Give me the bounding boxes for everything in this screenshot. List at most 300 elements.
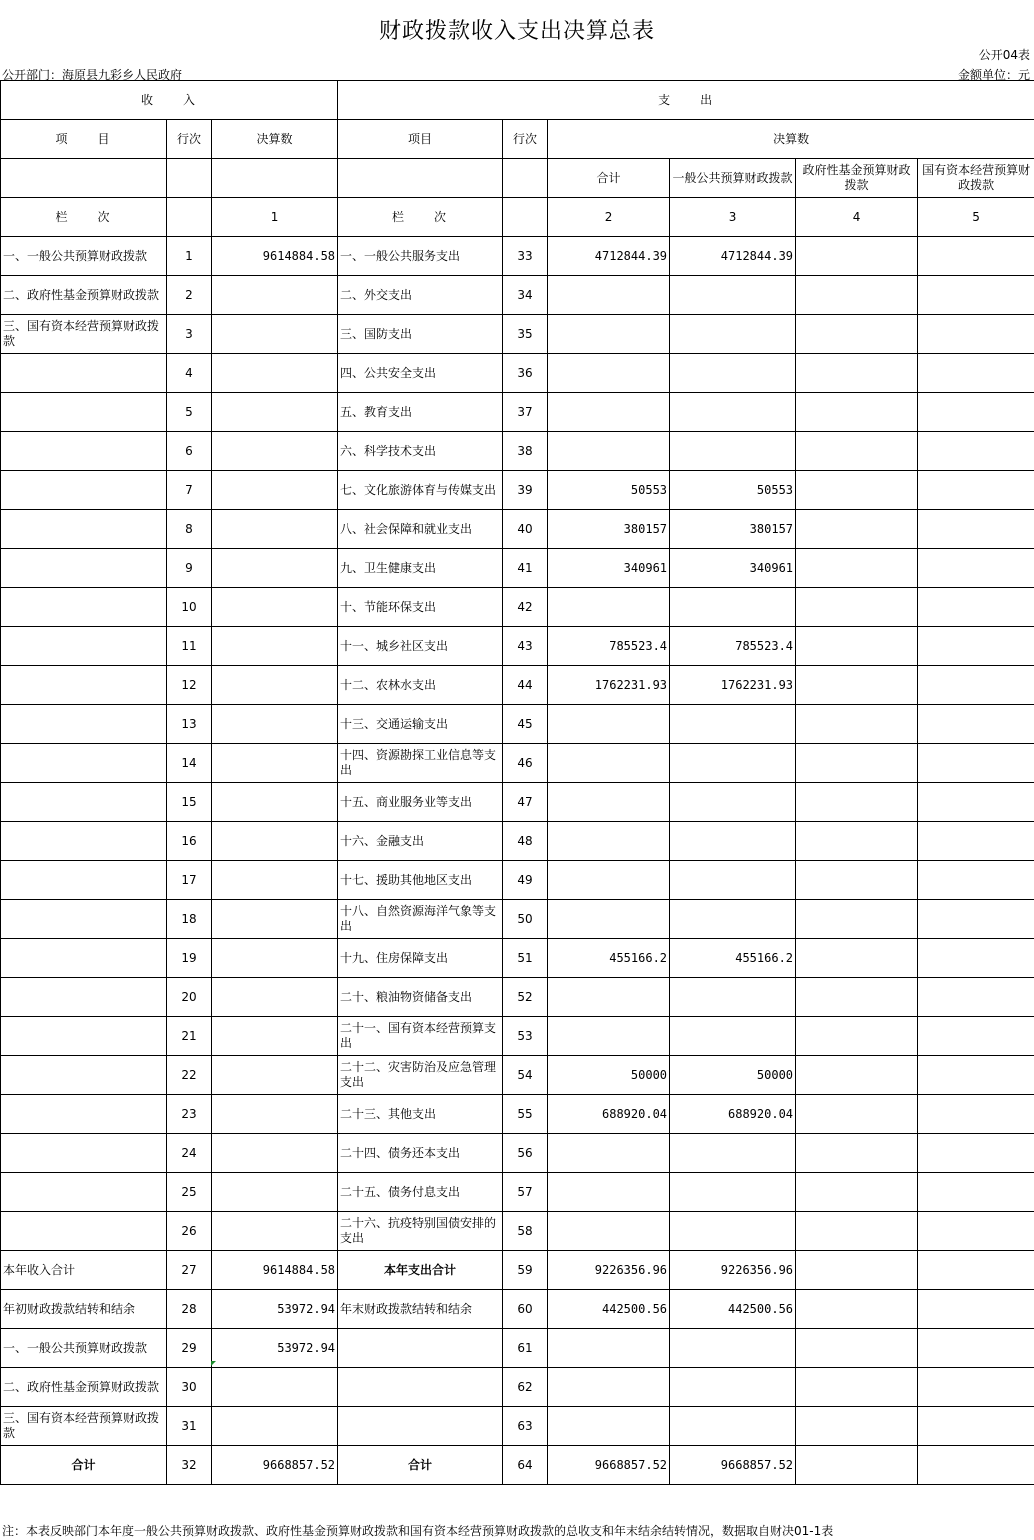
- income-item: [1, 354, 167, 393]
- header-row-3: [1, 159, 1034, 198]
- table-row: [1, 588, 1034, 627]
- table-row: [1, 783, 1034, 822]
- income-row-number: 5: [167, 393, 212, 432]
- expense-state-capital: [918, 978, 1034, 1017]
- expense-gov-fund: [796, 939, 918, 978]
- expense-item: 十五、商业服务业等支出: [338, 783, 503, 822]
- expense-general-budget: [670, 315, 796, 354]
- expense-row-number: 55: [503, 1095, 548, 1134]
- expense-state-capital: [918, 1212, 1034, 1251]
- expense-amount-header: 决算数: [548, 120, 1034, 159]
- expense-row-number: 59: [503, 1251, 548, 1290]
- table-row: [1, 744, 1034, 783]
- income-item: [1, 744, 167, 783]
- expense-state-capital: [918, 1446, 1034, 1485]
- expense-col-label: 栏 次: [338, 198, 503, 237]
- table-row: [1, 1056, 1034, 1095]
- income-amount: [212, 900, 338, 939]
- income-amount: [212, 1134, 338, 1173]
- expense-general-budget: 442500.56: [670, 1290, 796, 1329]
- expense-row-number: 40: [503, 510, 548, 549]
- income-amount: 53972.94: [212, 1329, 338, 1368]
- income-item: 三、国有资本经营预算财政拨款: [1, 1407, 167, 1446]
- expense-total: [548, 1134, 670, 1173]
- expense-total: 340961: [548, 549, 670, 588]
- expense-gov-fund: [796, 627, 918, 666]
- income-item: [1, 783, 167, 822]
- expense-gov-fund: [796, 549, 918, 588]
- expense-row-number: 34: [503, 276, 548, 315]
- table-row: [1, 393, 1034, 432]
- expense-item: 二十、粮油物资储备支出: [338, 978, 503, 1017]
- income-row-number: 29: [167, 1329, 212, 1368]
- expense-gov-fund: [796, 588, 918, 627]
- expense-state-capital: [918, 1290, 1034, 1329]
- expense-item: [338, 1407, 503, 1446]
- expense-gov-fund: [796, 471, 918, 510]
- expense-item: 合计: [338, 1446, 503, 1485]
- expense-state-capital: [918, 1134, 1034, 1173]
- expense-gov-fund: [796, 510, 918, 549]
- table-row: [1, 237, 1034, 276]
- expense-total: [548, 432, 670, 471]
- expense-total: [548, 276, 670, 315]
- expense-general-budget: [670, 276, 796, 315]
- income-row-number: 27: [167, 1251, 212, 1290]
- expense-row-number: 46: [503, 744, 548, 783]
- income-row-number: 1: [167, 237, 212, 276]
- expense-general-budget: [670, 588, 796, 627]
- expense-total: [548, 744, 670, 783]
- income-amount: [212, 393, 338, 432]
- expense-gov-fund: [796, 1446, 918, 1485]
- income-amount: [212, 978, 338, 1017]
- expense-row-number: 47: [503, 783, 548, 822]
- expense-total: [548, 315, 670, 354]
- table-row: [1, 432, 1034, 471]
- expense-row-number: 48: [503, 822, 548, 861]
- expense-gov-fund: [796, 237, 918, 276]
- expense-item: 十、节能环保支出: [338, 588, 503, 627]
- income-item: 一、一般公共预算财政拨款: [1, 237, 167, 276]
- income-row-number: 21: [167, 1017, 212, 1056]
- table-row: [1, 315, 1034, 354]
- expense-row-number: 60: [503, 1290, 548, 1329]
- expense-state-capital: [918, 705, 1034, 744]
- expense-gov-fund: [796, 276, 918, 315]
- expense-row-number: 35: [503, 315, 548, 354]
- table-row: [1, 276, 1034, 315]
- expense-general-budget: 688920.04: [670, 1095, 796, 1134]
- expense-row-number: 54: [503, 1056, 548, 1095]
- expense-gov-fund: [796, 900, 918, 939]
- income-row-number: 15: [167, 783, 212, 822]
- expense-state-capital: [918, 354, 1034, 393]
- income-amount: [212, 1095, 338, 1134]
- income-item: [1, 627, 167, 666]
- table-row: [1, 627, 1034, 666]
- expense-general-budget: [670, 1017, 796, 1056]
- expense-general-budget: [670, 861, 796, 900]
- expense-gov-fund: [796, 822, 918, 861]
- income-item: [1, 705, 167, 744]
- table-row: [1, 1368, 1034, 1407]
- expense-state-capital: [918, 822, 1034, 861]
- expense-item: 二十二、灾害防治及应急管理支出: [338, 1056, 503, 1095]
- expense-item: [338, 1329, 503, 1368]
- expense-general-budget: 785523.4: [670, 627, 796, 666]
- expense-total: 9668857.52: [548, 1446, 670, 1485]
- income-row-number: 8: [167, 510, 212, 549]
- expense-total: 380157: [548, 510, 670, 549]
- income-item: [1, 1056, 167, 1095]
- expense-item: 二十三、其他支出: [338, 1095, 503, 1134]
- expense-general-budget: [670, 1134, 796, 1173]
- expense-item: 九、卫生健康支出: [338, 549, 503, 588]
- expense-item: 三、国防支出: [338, 315, 503, 354]
- expense-total: [548, 822, 670, 861]
- expense-gov-fund: [796, 861, 918, 900]
- table-row: [1, 471, 1034, 510]
- income-amount: 9614884.58: [212, 237, 338, 276]
- expense-row-number: 38: [503, 432, 548, 471]
- income-row-number: 23: [167, 1095, 212, 1134]
- income-row-number: 4: [167, 354, 212, 393]
- expense-item: 四、公共安全支出: [338, 354, 503, 393]
- income-amount: 9668857.52: [212, 1446, 338, 1485]
- income-row-number: 9: [167, 549, 212, 588]
- expense-state-capital: [918, 276, 1034, 315]
- income-row-number: 17: [167, 861, 212, 900]
- income-amount-header: 决算数: [212, 120, 338, 159]
- table-row: [1, 510, 1034, 549]
- expense-total: [548, 1017, 670, 1056]
- expense-state-capital: [918, 666, 1034, 705]
- expense-item-header: 项目: [338, 120, 503, 159]
- expense-total: [548, 978, 670, 1017]
- income-item-header: 项 目: [1, 120, 167, 159]
- expense-row-number: 51: [503, 939, 548, 978]
- table-row: [1, 978, 1034, 1017]
- expense-item: 二十五、债务付息支出: [338, 1173, 503, 1212]
- income-amount: [212, 1407, 338, 1446]
- expense-item: 十六、金融支出: [338, 822, 503, 861]
- expense-general-budget: [670, 1407, 796, 1446]
- expense-state-capital: [918, 783, 1034, 822]
- expense-row-number: 50: [503, 900, 548, 939]
- general-col-header: 一般公共预算财政拨款: [670, 159, 796, 198]
- expense-row-number: 58: [503, 1212, 548, 1251]
- income-amount: [212, 666, 338, 705]
- income-row-number: 24: [167, 1134, 212, 1173]
- col-1: 1: [212, 198, 338, 237]
- income-col-label: 栏 次: [1, 198, 167, 237]
- income-amount: [212, 627, 338, 666]
- table-row: [1, 666, 1034, 705]
- expense-total: 1762231.93: [548, 666, 670, 705]
- expense-gov-fund: [796, 393, 918, 432]
- income-row-number: 22: [167, 1056, 212, 1095]
- income-header: 收 入: [1, 81, 338, 120]
- expense-item: 二十六、抗疫特别国债安排的支出: [338, 1212, 503, 1251]
- income-item: [1, 1212, 167, 1251]
- income-row-number: 28: [167, 1290, 212, 1329]
- income-amount: [212, 276, 338, 315]
- expense-item: 七、文化旅游体育与传媒支出: [338, 471, 503, 510]
- income-amount: [212, 549, 338, 588]
- expense-gov-fund: [796, 1134, 918, 1173]
- expense-gov-fund: [796, 1407, 918, 1446]
- income-item: [1, 471, 167, 510]
- income-item: 合计: [1, 1446, 167, 1485]
- expense-row-number: 33: [503, 237, 548, 276]
- expense-state-capital: [918, 1095, 1034, 1134]
- income-amount: [212, 354, 338, 393]
- expense-general-budget: [670, 354, 796, 393]
- expense-row-number: 43: [503, 627, 548, 666]
- expense-state-capital: [918, 1173, 1034, 1212]
- expense-state-capital: [918, 1251, 1034, 1290]
- expense-total: 9226356.96: [548, 1251, 670, 1290]
- page-title: 财政拨款收入支出决算总表: [378, 19, 655, 44]
- income-item: [1, 549, 167, 588]
- expense-item: 六、科学技术支出: [338, 432, 503, 471]
- income-amount: [212, 471, 338, 510]
- income-amount: [212, 1173, 338, 1212]
- expense-gov-fund: [796, 1212, 918, 1251]
- income-item: 年初财政拨款结转和结余: [1, 1290, 167, 1329]
- expense-total: [548, 1212, 670, 1251]
- expense-state-capital: [918, 627, 1034, 666]
- expense-item: 一、一般公共服务支出: [338, 237, 503, 276]
- table-row: [1, 939, 1034, 978]
- table-row: [1, 1095, 1034, 1134]
- income-row-number: 26: [167, 1212, 212, 1251]
- expense-total: 4712844.39: [548, 237, 670, 276]
- expense-item: 本年支出合计: [338, 1251, 503, 1290]
- expense-general-budget: [670, 705, 796, 744]
- expense-row-number: 62: [503, 1368, 548, 1407]
- expense-total: [548, 783, 670, 822]
- expense-state-capital: [918, 510, 1034, 549]
- cell-comment-marker: [211, 1361, 216, 1366]
- expense-state-capital: [918, 471, 1034, 510]
- table-row: [1, 1134, 1034, 1173]
- income-item: 本年收入合计: [1, 1251, 167, 1290]
- expense-item: 二、外交支出: [338, 276, 503, 315]
- expense-item: 十九、住房保障支出: [338, 939, 503, 978]
- table-row: [1, 1212, 1034, 1251]
- expense-item: 十七、援助其他地区支出: [338, 861, 503, 900]
- expense-total: 688920.04: [548, 1095, 670, 1134]
- expense-state-capital: [918, 1407, 1034, 1446]
- income-amount: [212, 939, 338, 978]
- table-row: [1, 1017, 1034, 1056]
- expense-item: 二十一、国有资本经营预算支出: [338, 1017, 503, 1056]
- income-item: [1, 510, 167, 549]
- income-row-number: 18: [167, 900, 212, 939]
- expense-general-budget: [670, 432, 796, 471]
- expense-general-budget: [670, 1212, 796, 1251]
- expense-state-capital: [918, 432, 1034, 471]
- expense-gov-fund: [796, 1017, 918, 1056]
- income-row-number: 31: [167, 1407, 212, 1446]
- expense-state-capital: [918, 861, 1034, 900]
- expense-general-budget: 340961: [670, 549, 796, 588]
- expense-state-capital: [918, 1329, 1034, 1368]
- table-row: [1, 354, 1034, 393]
- expense-gov-fund: [796, 1290, 918, 1329]
- department-label: 公开部门：海原县九彩乡人民政府: [2, 68, 183, 82]
- income-row-number: 25: [167, 1173, 212, 1212]
- income-amount: 53972.94: [212, 1290, 338, 1329]
- income-row-number: 13: [167, 705, 212, 744]
- expense-state-capital: [918, 393, 1034, 432]
- expense-total: [548, 1173, 670, 1212]
- expense-gov-fund: [796, 1173, 918, 1212]
- expense-general-budget: [670, 1329, 796, 1368]
- income-amount: [212, 1368, 338, 1407]
- expense-item: 年末财政拨款结转和结余: [338, 1290, 503, 1329]
- income-row-number: 14: [167, 744, 212, 783]
- expense-general-budget: [670, 1368, 796, 1407]
- expense-general-budget: 455166.2: [670, 939, 796, 978]
- expense-state-capital: [918, 237, 1034, 276]
- expense-gov-fund: [796, 978, 918, 1017]
- income-item: [1, 588, 167, 627]
- expense-total: 50553: [548, 471, 670, 510]
- expense-row-number: 37: [503, 393, 548, 432]
- expense-gov-fund: [796, 666, 918, 705]
- expense-total: 442500.56: [548, 1290, 670, 1329]
- table-row: [1, 1251, 1034, 1290]
- expense-total: 785523.4: [548, 627, 670, 666]
- expense-general-budget: [670, 744, 796, 783]
- expense-total: 455166.2: [548, 939, 670, 978]
- income-item: [1, 861, 167, 900]
- income-row-number: 10: [167, 588, 212, 627]
- expense-item: 五、教育支出: [338, 393, 503, 432]
- income-item: [1, 432, 167, 471]
- expense-general-budget: [670, 978, 796, 1017]
- expense-total: [548, 588, 670, 627]
- expense-total: [548, 393, 670, 432]
- income-item: 二、政府性基金预算财政拨款: [1, 276, 167, 315]
- expense-rowno-header: 行次: [503, 120, 548, 159]
- expense-general-budget: 1762231.93: [670, 666, 796, 705]
- expense-row-number: 45: [503, 705, 548, 744]
- income-amount: [212, 510, 338, 549]
- expense-item: 十八、自然资源海洋气象等支出: [338, 900, 503, 939]
- expense-item: 二十四、债务还本支出: [338, 1134, 503, 1173]
- table-row: [1, 549, 1034, 588]
- unit-label: 金额单位：元: [957, 68, 1030, 82]
- table-row: [1, 1329, 1034, 1368]
- expense-item: 十二、农林水支出: [338, 666, 503, 705]
- income-row-number: 7: [167, 471, 212, 510]
- expense-state-capital: [918, 900, 1034, 939]
- expense-general-budget: 9226356.96: [670, 1251, 796, 1290]
- expense-general-budget: 4712844.39: [670, 237, 796, 276]
- expense-row-number: 63: [503, 1407, 548, 1446]
- form-number: 公开04表: [978, 48, 1030, 62]
- expense-state-capital: [918, 1017, 1034, 1056]
- income-amount: [212, 432, 338, 471]
- col-2: 2: [548, 198, 670, 237]
- expense-state-capital: [918, 549, 1034, 588]
- expense-gov-fund: [796, 1251, 918, 1290]
- expense-gov-fund: [796, 744, 918, 783]
- table-row: [1, 822, 1034, 861]
- header-row-2: [1, 120, 1034, 159]
- income-item: [1, 1134, 167, 1173]
- expense-row-number: 44: [503, 666, 548, 705]
- expense-row-number: 41: [503, 549, 548, 588]
- total-col-header: 合计: [548, 159, 670, 198]
- expense-row-number: 56: [503, 1134, 548, 1173]
- header-row-1: [1, 81, 1034, 120]
- expense-item: [338, 1368, 503, 1407]
- expense-row-number: 64: [503, 1446, 548, 1485]
- income-row-number: 20: [167, 978, 212, 1017]
- expense-item: 八、社会保障和就业支出: [338, 510, 503, 549]
- expense-row-number: 52: [503, 978, 548, 1017]
- expense-item: 十四、资源勘探工业信息等支出: [338, 744, 503, 783]
- income-row-number: 11: [167, 627, 212, 666]
- expense-general-budget: [670, 1173, 796, 1212]
- income-amount: [212, 744, 338, 783]
- income-item: [1, 1173, 167, 1212]
- income-item: [1, 939, 167, 978]
- expense-header: 支 出: [338, 81, 1034, 120]
- income-row-number: 3: [167, 315, 212, 354]
- income-row-number: 19: [167, 939, 212, 978]
- expense-item: 十一、城乡社区支出: [338, 627, 503, 666]
- expense-general-budget: 50553: [670, 471, 796, 510]
- expense-gov-fund: [796, 1329, 918, 1368]
- expense-state-capital: [918, 939, 1034, 978]
- expense-general-budget: [670, 393, 796, 432]
- expense-general-budget: [670, 822, 796, 861]
- expense-gov-fund: [796, 315, 918, 354]
- income-item: [1, 822, 167, 861]
- expense-state-capital: [918, 315, 1034, 354]
- income-row-number: 2: [167, 276, 212, 315]
- expense-total: [548, 900, 670, 939]
- expense-row-number: 36: [503, 354, 548, 393]
- expense-general-budget: 380157: [670, 510, 796, 549]
- income-amount: [212, 861, 338, 900]
- income-item: 二、政府性基金预算财政拨款: [1, 1368, 167, 1407]
- expense-gov-fund: [796, 432, 918, 471]
- expense-total: [548, 705, 670, 744]
- expense-gov-fund: [796, 354, 918, 393]
- income-amount: [212, 822, 338, 861]
- table-row: [1, 1446, 1034, 1485]
- income-amount: [212, 1017, 338, 1056]
- table-row: [1, 1407, 1034, 1446]
- table-row: [1, 1173, 1034, 1212]
- statecap-col-header: 国有资本经营预算财政拨款: [918, 159, 1034, 198]
- table-row: [1, 1290, 1034, 1329]
- expense-gov-fund: [796, 783, 918, 822]
- expense-total: [548, 1407, 670, 1446]
- income-amount: [212, 1212, 338, 1251]
- expense-general-budget: 9668857.52: [670, 1446, 796, 1485]
- budget-table: [0, 80, 1034, 1485]
- income-amount: [212, 588, 338, 627]
- expense-row-number: 42: [503, 588, 548, 627]
